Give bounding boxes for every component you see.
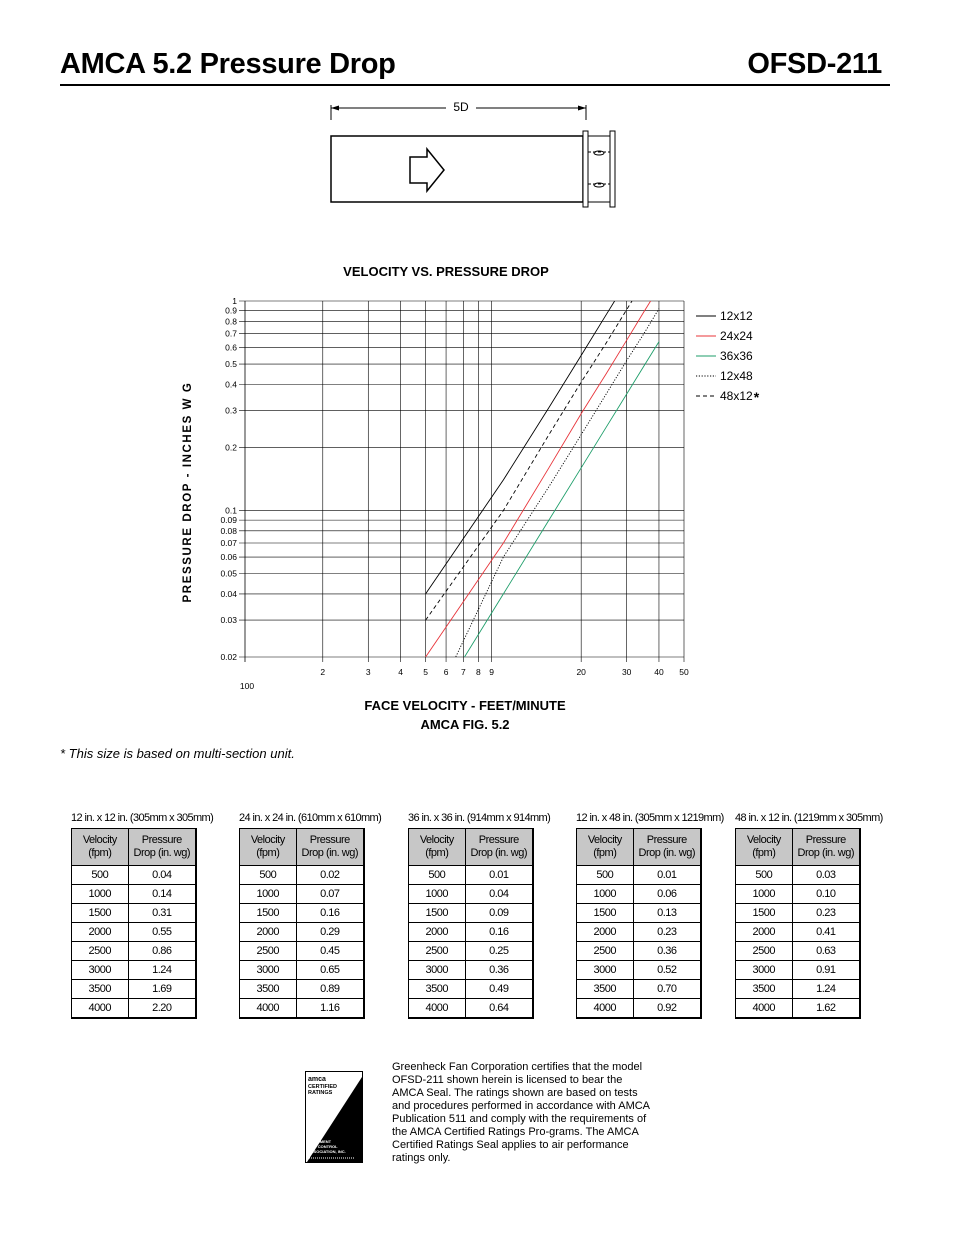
y-tick-label: 0.08 (220, 525, 237, 536)
data-table (735, 828, 861, 1019)
model-number: OFSD-211 (747, 48, 882, 80)
table-caption: 12 in. x 12 in. (305mm x 305mm) (71, 812, 214, 824)
pressure-cell: 0.14 (128, 885, 196, 904)
table-row (240, 923, 365, 942)
table-row (409, 942, 534, 961)
velocity-cell: 3500 (736, 980, 793, 999)
table-row (72, 866, 197, 885)
svg-text:CERTIFIED: CERTIFIED (308, 1084, 338, 1090)
velocity-header: Velocity (fpm) (72, 829, 129, 866)
pressure-cell: 0.63 (792, 942, 860, 961)
velocity-cell: 1000 (577, 885, 634, 904)
amca-seal-logo (305, 1071, 363, 1163)
data-table (408, 828, 534, 1019)
svg-text:MOVEMENT: MOVEMENT (308, 1139, 332, 1144)
x-tick-label: 50 (679, 667, 689, 677)
velocity-cell: 1500 (736, 904, 793, 923)
velocity-cell: 3000 (577, 961, 634, 980)
pressure-table (71, 812, 214, 1019)
dimension-5d-label: 5D (453, 100, 469, 114)
y-tick-label: 0.3 (225, 405, 237, 416)
table-row (577, 980, 702, 999)
pressure-cell: 2.20 (128, 999, 196, 1019)
velocity-cell: 4000 (72, 999, 129, 1019)
footnote: * This size is based on multi-section unit. (60, 746, 295, 761)
x-tick-label: 20 (576, 667, 586, 677)
table-row (240, 885, 365, 904)
table-row (409, 999, 534, 1019)
table-row (736, 866, 861, 885)
table-row (736, 999, 861, 1019)
svg-text:amca: amca (308, 1076, 326, 1083)
page-title: AMCA 5.2 Pressure Drop (60, 48, 396, 80)
pressure-cell: 0.36 (633, 942, 701, 961)
x-tick-label: 7 (460, 667, 466, 677)
pressure-cell: 0.29 (296, 923, 364, 942)
velocity-cell: 1500 (240, 904, 297, 923)
pressure-table (735, 812, 883, 1019)
velocity-cell: 1500 (72, 904, 129, 923)
pressure-cell: 0.16 (465, 923, 533, 942)
pressure-cell: 0.65 (296, 961, 364, 980)
pressure-cell: 1.24 (128, 961, 196, 980)
table-row (736, 961, 861, 980)
table-row (409, 904, 534, 923)
velocity-cell: 2500 (240, 942, 297, 961)
svg-text:AIR: AIR (342, 1117, 351, 1123)
pressure-table (408, 812, 551, 1019)
velocity-cell: 3500 (72, 980, 129, 999)
pressure-cell: 0.04 (465, 885, 533, 904)
series-line-48x12 (426, 290, 659, 620)
pressure-header: Pressure Drop (in. wg) (296, 829, 364, 866)
title-rule (60, 84, 890, 86)
y-tick-label: 0.5 (225, 359, 237, 370)
pressure-cell: 0.07 (296, 885, 364, 904)
pressure-cell: 0.70 (633, 980, 701, 999)
pressure-cell: 0.49 (465, 980, 533, 999)
x-tick-label: 8 (475, 667, 481, 677)
pressure-cell: 0.01 (633, 866, 701, 885)
velocity-cell: 2000 (577, 923, 634, 942)
table-row (72, 961, 197, 980)
velocity-cell: 500 (409, 866, 466, 885)
pressure-cell: 0.92 (633, 999, 701, 1019)
y-tick-label: 0.2 (225, 442, 237, 453)
pressure-cell: 0.64 (465, 999, 533, 1019)
x-tick-label: 2 (320, 667, 326, 677)
velocity-cell: 1500 (409, 904, 466, 923)
velocity-cell: 1500 (577, 904, 634, 923)
table-row (240, 999, 365, 1019)
velocity-cell: 3000 (240, 961, 297, 980)
velocity-cell: 500 (736, 866, 793, 885)
pressure-cell: 0.55 (128, 923, 196, 942)
figure-caption: AMCA FIG. 5.2 (420, 717, 510, 732)
velocity-cell: 3500 (409, 980, 466, 999)
table-row (736, 885, 861, 904)
pressure-cell: 0.31 (128, 904, 196, 923)
pressure-drop-chart (200, 290, 760, 700)
table-row (577, 961, 702, 980)
y-tick-label: 0.05 (220, 568, 237, 579)
data-table (576, 828, 702, 1019)
pressure-cell: 0.02 (296, 866, 364, 885)
pressure-cell: 0.13 (633, 904, 701, 923)
y-tick-label: 0.7 (225, 328, 237, 339)
y-tick-label: 0.4 (225, 379, 237, 390)
velocity-cell: 1000 (736, 885, 793, 904)
velocity-header: Velocity (fpm) (736, 829, 793, 866)
x-tick-label: 3 (365, 667, 371, 677)
table-row (409, 961, 534, 980)
table-row (409, 980, 534, 999)
table-row (240, 942, 365, 961)
y-tick-label: 0.8 (225, 316, 237, 327)
velocity-cell: 3000 (736, 961, 793, 980)
x-base-label: 100 (239, 681, 255, 691)
table-row (736, 980, 861, 999)
velocity-cell: 2500 (72, 942, 129, 961)
pressure-cell: 1.16 (296, 999, 364, 1019)
table-row (240, 866, 365, 885)
y-tick-label: 0.1 (225, 505, 237, 516)
y-axis-label: PRESSURE DROP - INCHES W G (182, 381, 194, 603)
y-tick-label: 0.02 (220, 652, 237, 662)
data-table (71, 828, 197, 1019)
series-line-24x24 (426, 290, 659, 657)
velocity-cell: 2500 (577, 942, 634, 961)
table-row (577, 999, 702, 1019)
legend-label: 12x48 (720, 369, 753, 383)
pressure-cell: 0.23 (633, 923, 701, 942)
table-row (409, 885, 534, 904)
table-row (577, 904, 702, 923)
pressure-cell: 0.04 (128, 866, 196, 885)
chart-title: VELOCITY VS. PRESSURE DROP (343, 264, 549, 279)
x-tick-label: 40 (654, 667, 664, 677)
pressure-cell: 0.41 (792, 923, 860, 942)
table-row (72, 904, 197, 923)
velocity-cell: 3000 (409, 961, 466, 980)
table-row (240, 904, 365, 923)
legend-label: 24x24 (720, 329, 753, 343)
table-row (240, 961, 365, 980)
velocity-cell: 500 (577, 866, 634, 885)
svg-text:RATINGS: RATINGS (308, 1090, 333, 1096)
velocity-cell: 2500 (736, 942, 793, 961)
velocity-cell: 4000 (409, 999, 466, 1019)
svg-text:PERFORMANCE: PERFORMANCE (337, 1124, 358, 1127)
legend-label: 12x12 (720, 309, 753, 323)
velocity-cell: 4000 (577, 999, 634, 1019)
pressure-header: Pressure Drop (in. wg) (792, 829, 860, 866)
pressure-cell: 0.25 (465, 942, 533, 961)
y-tick-label: 0.03 (220, 615, 237, 626)
velocity-cell: 3000 (72, 961, 129, 980)
table-row (240, 980, 365, 999)
table-row (577, 866, 702, 885)
table-row (577, 942, 702, 961)
table-row (736, 942, 861, 961)
pressure-cell: 0.91 (792, 961, 860, 980)
svg-text:AIR: AIR (308, 1134, 315, 1139)
y-tick-label: 0.04 (220, 588, 237, 599)
table-caption: 36 in. x 36 in. (914mm x 914mm) (408, 812, 551, 824)
pressure-cell: 0.06 (633, 885, 701, 904)
table-caption: 12 in. x 48 in. (305mm x 1219mm) (576, 812, 724, 824)
y-tick-label: 0.06 (220, 552, 237, 563)
table-caption: 24 in. x 24 in. (610mm x 610mm) (239, 812, 382, 824)
pressure-cell: 0.09 (465, 904, 533, 923)
table-row (736, 923, 861, 942)
velocity-cell: 3500 (577, 980, 634, 999)
y-tick-label: 0.07 (220, 537, 237, 548)
series-line-12x12 (426, 290, 659, 594)
table-row (72, 999, 197, 1019)
table-caption: 48 in. x 12 in. (1219mm x 305mm) (735, 812, 883, 824)
velocity-cell: 4000 (240, 999, 297, 1019)
certification-text: Greenheck Fan Corporation certifies that the model OFSD-211 shown herein is licensed to bear the AMCA Seal. The ratings shown are based on tests and procedures performed in accordance with AMCA Publication 511 and comply with the requirements of the AMCA Certified Ratings Pro-grams. The AMCA Certified Ratings Seal applies to air performance ratings only. (392, 1061, 650, 1164)
velocity-cell: 2500 (409, 942, 466, 961)
legend-label: 48x12 (720, 389, 753, 403)
velocity-cell: 2000 (72, 923, 129, 942)
velocity-cell: 2000 (409, 923, 466, 942)
table-row (72, 923, 197, 942)
table-row (577, 885, 702, 904)
pressure-cell: 1.24 (792, 980, 860, 999)
test-setup-diagram (320, 95, 630, 215)
table-row (409, 923, 534, 942)
velocity-cell: 1000 (240, 885, 297, 904)
pressure-header: Pressure Drop (in. wg) (633, 829, 701, 866)
pressure-table (576, 812, 724, 1019)
pressure-cell: 0.89 (296, 980, 364, 999)
x-tick-label: 4 (398, 667, 403, 677)
x-tick-label: 6 (443, 667, 449, 677)
svg-text:ASSOCIATION, INC.: ASSOCIATION, INC. (308, 1149, 346, 1154)
pressure-cell: 1.62 (792, 999, 860, 1019)
pressure-cell: 0.52 (633, 961, 701, 980)
velocity-cell: 500 (72, 866, 129, 885)
y-tick-label: 1 (232, 296, 237, 306)
table-row (72, 980, 197, 999)
x-tick-label: 30 (621, 667, 632, 677)
svg-text:AND CONTROL: AND CONTROL (308, 1144, 338, 1149)
x-tick-label: 5 (423, 667, 428, 677)
pressure-cell: 0.86 (128, 942, 196, 961)
pressure-table (239, 812, 382, 1019)
velocity-cell: 4000 (736, 999, 793, 1019)
table-row (577, 923, 702, 942)
velocity-header: Velocity (fpm) (240, 829, 297, 866)
pressure-cell: 0.23 (792, 904, 860, 923)
y-tick-label: 0.6 (225, 342, 237, 353)
pressure-cell: 0.16 (296, 904, 364, 923)
velocity-cell: 1000 (409, 885, 466, 904)
velocity-cell: 3500 (240, 980, 297, 999)
velocity-header: Velocity (fpm) (577, 829, 634, 866)
pressure-cell: 1.69 (128, 980, 196, 999)
table-row (72, 885, 197, 904)
y-tick-label: 0.9 (225, 305, 237, 316)
velocity-cell: 2000 (736, 923, 793, 942)
pressure-cell: 0.03 (792, 866, 860, 885)
pressure-cell: 0.45 (296, 942, 364, 961)
table-row (72, 942, 197, 961)
table-row (736, 904, 861, 923)
series-line-12x48 (426, 309, 659, 700)
legend-marker: * (753, 389, 760, 405)
pressure-cell: 0.36 (465, 961, 533, 980)
data-table (239, 828, 365, 1019)
y-tick-label: 0.09 (220, 515, 237, 526)
x-tick-label: 9 (489, 667, 494, 677)
pressure-header: Pressure Drop (in. wg) (465, 829, 533, 866)
table-row (409, 866, 534, 885)
pressure-cell: 0.10 (792, 885, 860, 904)
velocity-header: Velocity (fpm) (409, 829, 466, 866)
x-axis-label: FACE VELOCITY - FEET/MINUTE (364, 698, 566, 713)
legend-label: 36x36 (720, 349, 753, 363)
pressure-header: Pressure Drop (in. wg) (128, 829, 196, 866)
velocity-cell: 500 (240, 866, 297, 885)
pressure-cell: 0.01 (465, 866, 533, 885)
velocity-cell: 2000 (240, 923, 297, 942)
velocity-cell: 1000 (72, 885, 129, 904)
